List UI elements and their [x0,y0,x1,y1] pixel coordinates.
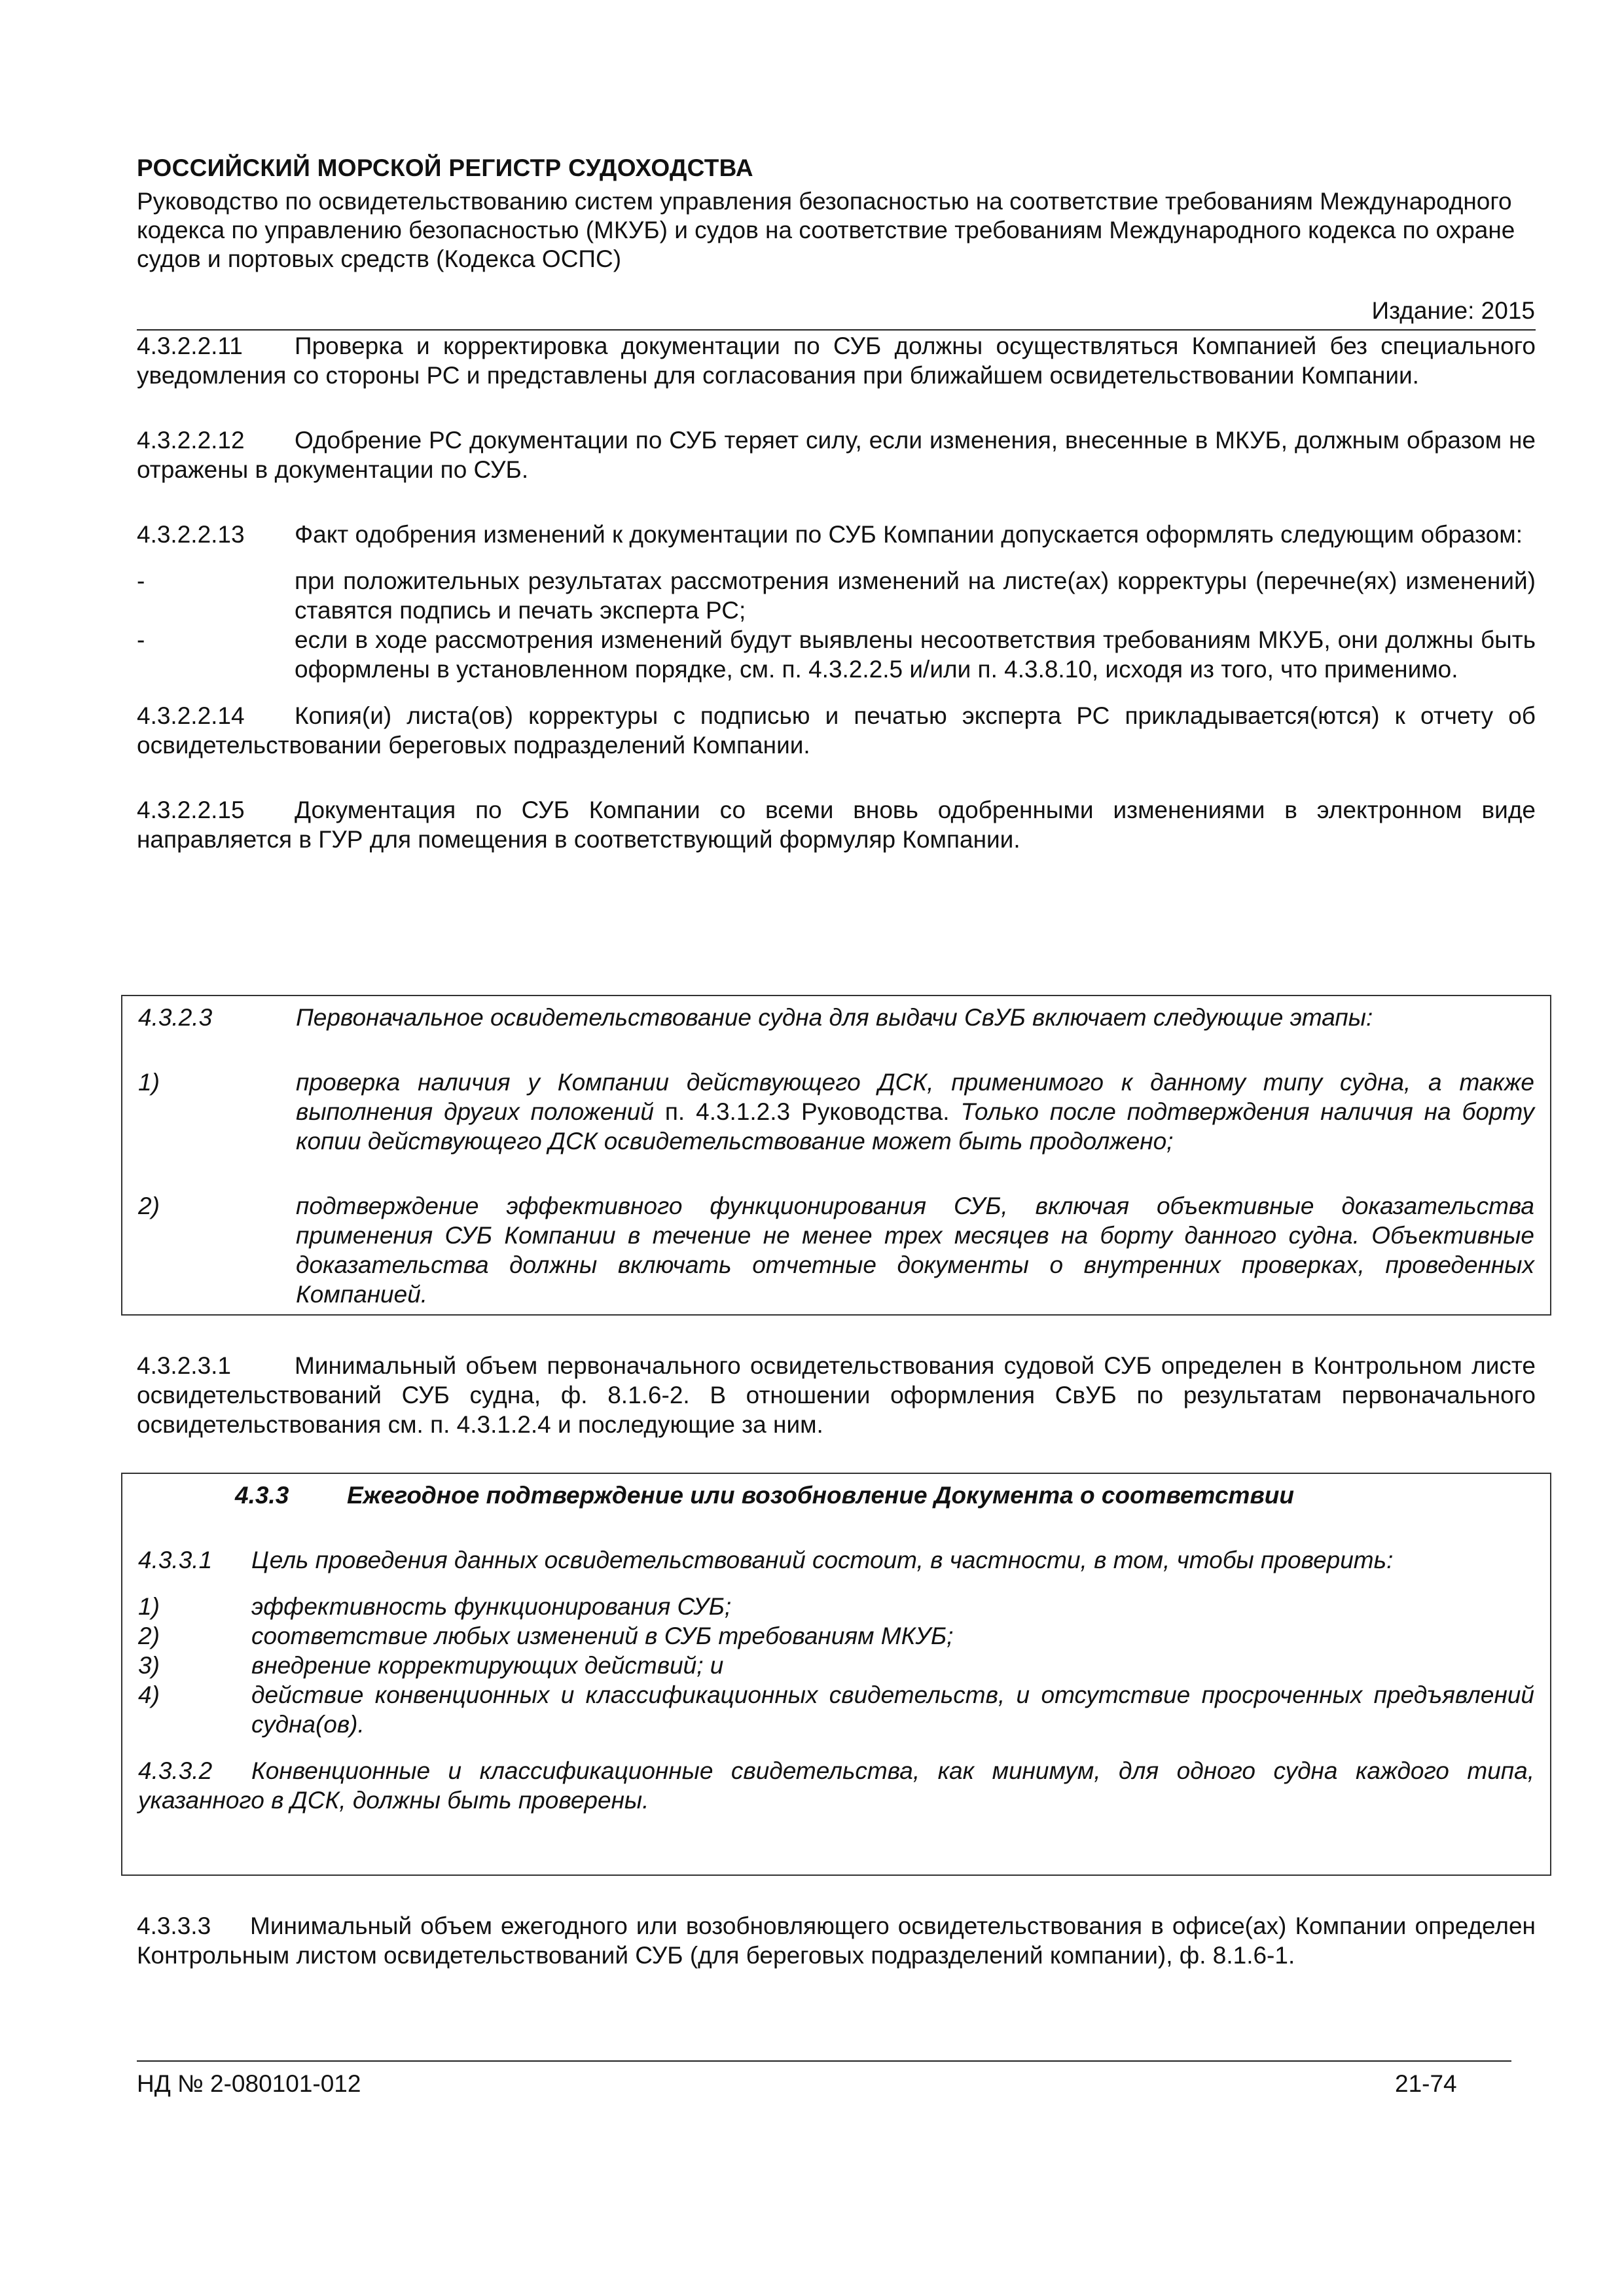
main-content [137,331,1536,854]
box-intro [138,1003,1534,1032]
paragraph-4-3-2-2-13 [137,520,1536,549]
item-text: эффективность функционирования СУБ; [251,1593,732,1620]
paragraph-text: Факт одобрения изменений к документации по СУБ Компании допускается оформлять следующим образом: [295,521,1523,548]
paragraph-4-3-2-2-11 [137,331,1536,390]
bullet-text: при положительных результатах рассмотрения изменений на листе(ах) корректуры (перечне(ях) изменений) ставятся подпись и печать эксперта РС; [295,567,1536,624]
section-title-text: Ежегодное подтверждение или возобновление Документа о соответствии [347,1482,1294,1509]
paragraph-number: 4.3.2.2.13 [137,521,245,548]
paragraph-number: 4.3.2.2.11 [137,332,243,359]
paragraph-text: Проверка и корректировка документации по СУБ должны осуществляться Компанией без специального уведомления со стороны РС и представлены для согласования при ближайшем освидетельствовании Компании. [137,332,1536,389]
item-number: 1) [138,1593,160,1620]
item-text: соответствие любых изменений в СУБ требованиям МКУБ; [251,1623,954,1649]
boxed-section-4-3-3 [121,1473,1551,1876]
bullet-mark: - [137,567,145,594]
footer-rule [137,2060,1511,2062]
list-item [138,1651,1534,1680]
paragraph-4-3-2-2-14 [137,701,1536,760]
paragraph-text: Одобрение РС документации по СУБ теряет силу, если изменения, внесенные в МКУБ, должным образом не отражены в документации по СУБ. [137,427,1536,483]
bullet-mark: - [137,626,145,653]
paragraph-number: 4.3.2.2.14 [137,702,245,729]
section-number: 4.3.3 [235,1482,289,1509]
list-item [138,1191,1534,1309]
list-item [137,566,1536,625]
item-number: 2) [138,1623,160,1649]
paragraph-text: Минимальный объем первоначального освидетельствования судовой СУБ определен в Контрольном листе освидетельствований СУБ судна, ф. 8.1.6-2. В отношении оформления СвУБ по результатам первоначального освидетельствования см. п. 4.3.1.2.4 и последующие за ним. [137,1352,1536,1438]
paragraph-text: Первоначальное освидетельствование судна для выдачи СвУБ включает следующие этапы: [296,1004,1373,1031]
item-text: внедрение корректирующих действий; и [251,1652,724,1679]
section-title [235,1480,1534,1510]
paragraph-number: 4.3.3.1 [138,1547,213,1573]
header-organization: РОССИЙСКИЙ МОРСКОЙ РЕГИСТР СУДОХОДСТВА [137,154,753,181]
paragraph-4-3-3-3 [137,1911,1536,1970]
paragraph-4-3-2-3-1 [137,1351,1536,1439]
paragraph-text: Документация по СУБ Компании со всеми вновь одобренными изменениями в электронном виде направляется в ГУР для помещения в соответствующий формуляр Компании. [137,797,1536,853]
paragraph-4-3-3-2 [138,1756,1534,1815]
paragraph-number: 4.3.2.3.1 [137,1352,232,1379]
list-item [138,1621,1534,1651]
paragraph-number: 4.3.2.2.12 [137,427,245,454]
item-number: 2) [138,1193,160,1219]
header-rule [137,329,1536,331]
paragraph-text: Цель проведения данных освидетельствований состоит, в частности, в том, чтобы проверить: [251,1547,1394,1573]
list-item [138,1592,1534,1621]
item-text-reference: п. 4.3.1.2.3 Руководства. [664,1098,950,1125]
header-subtitle: Руководство по освидетельствованию систем управления безопасностью на соответствие требованиям Международного кодекса по управлению безопасностью (МКУБ) и судов на соответствие требованиям Международного кодекса по охране судов и портовых средств (Кодекса ОСПС) [137,188,1515,272]
item-text: действие конвенционных и классификационных свидетельств, и отсутствие просроченных предъявлений судна(ов). [251,1681,1534,1738]
paragraph-number: 4.3.2.3 [138,1004,213,1031]
paragraph-number: 4.3.3.2 [138,1757,213,1784]
paragraph-4-3-2-2-12 [137,425,1536,484]
list-item [137,625,1536,684]
page-number: 21-74 [1395,2070,1457,2097]
paragraph-4-3-3-1 [138,1545,1534,1575]
item-text-part: проверка наличия у Компании действующего ДСК, применимого к данному типу судна, а также выполнения других положений [296,1069,1534,1125]
item-number: 3) [138,1652,160,1679]
item-text: подтверждение эффективного функционирования СУБ, включая объективные доказательства применения СУБ Компании в течение не менее трех месяцев на борту данного судна. Объективные доказательства должны включать отчетные документы о внутренних проверках, проведенных Компанией. [296,1193,1534,1308]
bullet-text: если в ходе рассмотрения изменений будут выявлены несоответствия требованиям МКУБ, они должны быть оформлены в установленном порядке, см. п. 4.3.2.2.5 и/или п. 4.3.8.10, исходя из того, что применимо. [295,626,1536,683]
edition-label: Издание: 2015 [1371,297,1535,324]
list-item [138,1680,1534,1739]
paragraph-text: Копия(и) листа(ов) корректуры с подписью и печатью эксперта РС прикладывается(ются) к отчету об освидетельствовании береговых подразделений Компании. [137,702,1536,759]
paragraph-number: 4.3.3.3 [137,1912,211,1939]
paragraph-text: Конвенционные и классификационные свидетельства, как минимум, для одного судна каждого типа, указанного в ДСК, должны быть проверены. [138,1757,1534,1814]
item-number: 1) [138,1069,160,1096]
paragraph-number: 4.3.2.2.15 [137,797,245,823]
document-number: НД № 2-080101-012 [137,2070,361,2097]
list-item [138,1067,1534,1156]
item-text-part: Только после подтверждения наличия на борту копии действующего ДСК освидетельствование может быть продолжено; [296,1098,1534,1155]
item-text [296,1067,1534,1156]
boxed-section-4-3-2-3 [121,995,1551,1316]
paragraph-text: Минимальный объем ежегодного или возобновляющего освидетельствования в офисе(ах) Компании определен Контрольным листом освидетельствований СУБ (для береговых подразделений компании), ф. 8.1.6-1. [137,1912,1536,1969]
item-number: 4) [138,1681,160,1708]
paragraph-4-3-2-2-15 [137,795,1536,854]
